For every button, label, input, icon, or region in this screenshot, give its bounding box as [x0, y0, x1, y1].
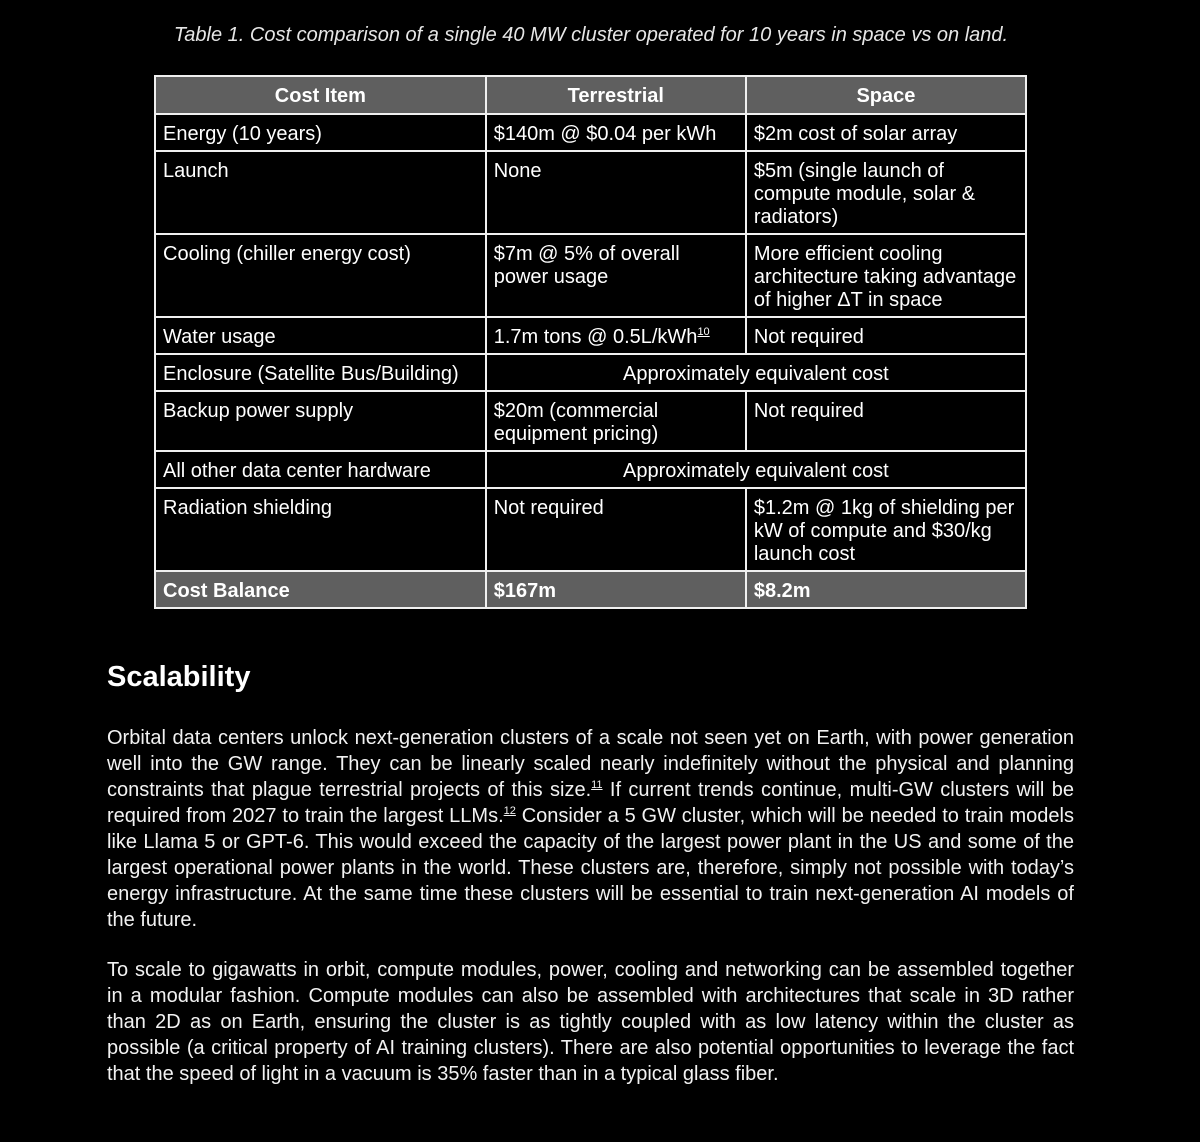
cell-item: Cost Balance	[155, 571, 486, 608]
cell-item: Enclosure (Satellite Bus/Building)	[155, 354, 486, 391]
table-row	[155, 317, 1026, 354]
cell-shared: Approximately equivalent cost	[486, 451, 1026, 488]
footnote-ref-12[interactable]: 12	[503, 805, 516, 817]
cell-terrestrial: $7m @ 5% of overall power usage	[486, 234, 746, 317]
section-heading: Scalability	[107, 661, 251, 693]
paragraph-text: If current trends continue, multi-GW clusters will be required from 2027 to train the largest LLMs.	[107, 779, 1074, 827]
table-row	[155, 234, 1026, 317]
paragraph-text: Orbital data centers unlock next-generation clusters of a scale not seen yet on Earth, with power generation well into the GW range. They can be linearly scaled nearly indefinitely without the physical and planning constraints that plague terrestrial projects of this size.	[107, 727, 1074, 801]
cell-space: More efficient cooling architecture taking advantage of higher ΔT in space	[746, 234, 1026, 317]
cell-space: Not required	[746, 317, 1026, 354]
header-terrestrial: Terrestrial	[486, 76, 746, 114]
table-header-row	[155, 76, 1026, 114]
table-row	[155, 114, 1026, 151]
cell-space: $8.2m	[746, 571, 1026, 608]
cell-terrestrial: Not required	[486, 488, 746, 571]
cell-space: $5m (single launch of compute module, solar & radiators)	[746, 151, 1026, 234]
paragraph-text: Consider a 5 GW cluster, which will be needed to train models like Llama 5 or GPT-6. This would exceed the capacity of the largest power plant in the US and some of the largest operational power plants in the world. These clusters are, therefore, simply not possible with today’s energy infrastructure. At the same time these clusters will be essential to train next-generation AI models of the future.	[107, 805, 1074, 931]
header-space: Space	[746, 76, 1026, 114]
cell-terrestrial: $167m	[486, 571, 746, 608]
cell-item: Cooling (chiller energy cost)	[155, 234, 486, 317]
table-row	[155, 354, 1026, 391]
cell-item: Energy (10 years)	[155, 114, 486, 151]
cost-balance-row	[155, 571, 1026, 608]
cell-terrestrial: $20m (commercial equipment pricing)	[486, 391, 746, 451]
cell-terrestrial-text: 1.7m tons @ 0.5L/kWh	[493, 326, 698, 348]
cell-shared: Approximately equivalent cost	[486, 354, 1026, 391]
header-cost-item: Cost Item	[155, 76, 486, 114]
table-row	[155, 451, 1026, 488]
cell-terrestrial	[486, 317, 746, 354]
cell-item: Radiation shielding	[155, 488, 486, 571]
cell-item: Backup power supply	[155, 391, 486, 451]
cell-space: $2m cost of solar array	[746, 114, 1026, 151]
cell-terrestrial: $140m @ $0.04 per kWh	[486, 114, 746, 151]
cell-item: Water usage	[155, 317, 486, 354]
table-row	[155, 151, 1026, 234]
table-row	[155, 488, 1026, 571]
cell-item: Launch	[155, 151, 486, 234]
table-row	[155, 391, 1026, 451]
body-paragraph: To scale to gigawatts in orbit, compute modules, power, cooling and networking can be assembled together in a modular fashion. Compute modules can also be assembled with architectures that scale in 3D rather than 2D as on Earth, ensuring the cluster is as tightly coupled with as low latency within the cluster as possible (a critical property of AI training clusters). There are also potential opportunities to leverage the fact that the speed of light in a vacuum is 35% faster than in a typical glass fiber.	[107, 959, 1074, 1085]
table-caption: Table 1. Cost comparison of a single 40 MW cluster operated for 10 years in space vs on land.	[173, 24, 1009, 46]
footnote-ref-11[interactable]: 11	[591, 779, 603, 791]
footnote-ref-10[interactable]: 10	[697, 326, 710, 338]
body-paragraph	[107, 725, 1074, 933]
cell-terrestrial: None	[486, 151, 746, 234]
cell-space: $1.2m @ 1kg of shielding per kW of compute and $30/kg launch cost	[746, 488, 1026, 571]
cost-comparison-table	[154, 75, 1027, 609]
cell-item: All other data center hardware	[155, 451, 486, 488]
cell-space: Not required	[746, 391, 1026, 451]
